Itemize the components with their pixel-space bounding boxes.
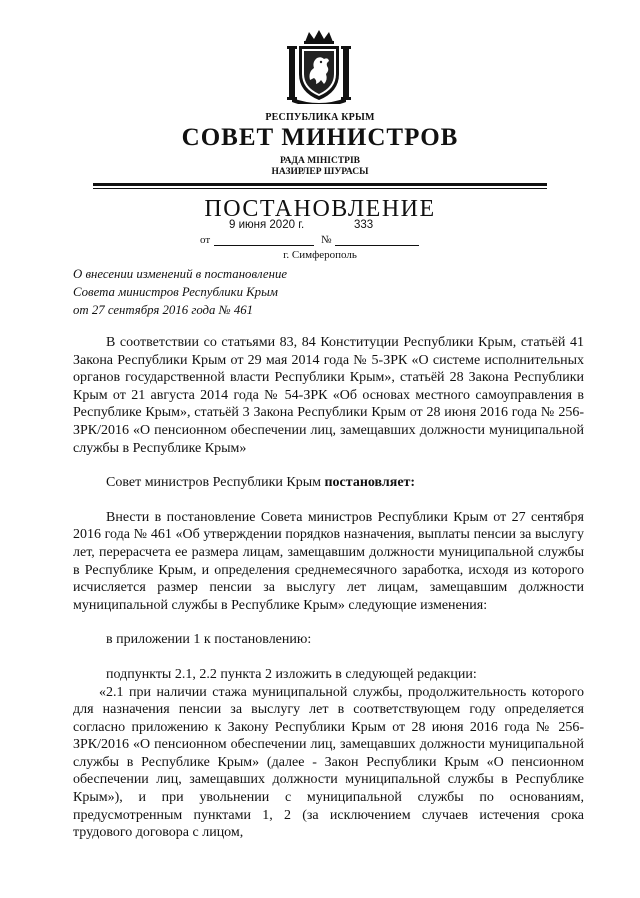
date-label: от [200,234,211,246]
subject-line: от 27 сентября 2016 года № 461 [73,303,254,317]
stamped-number: 333 [354,219,374,231]
council-title: СОВЕТ МИНИСТРОВ [181,124,459,151]
amendment-paragraph: Внести в постановление Совета министров Республики Крым от 27 сентября 2016 года № 461 «Об утверждении порядков назначения, выплаты пенсии за выслугу лет, перерасчета ее размера лицам, замещавшим должности муниципальной службы в Республике Крым, и определения среднемесячного заработка, исходя из которого исчисляется размер пенсии за выслугу лет лицам, замещавшим должности муниципальной службы в Республике Крым» следующие изменения: [73,509,584,613]
header-divider-thin [93,188,547,189]
subject-line: Совета министров Республики Крым [73,285,278,299]
date-underline [214,245,314,246]
clause-2-1-paragraph: «2.1 при наличии стажа муниципальной службы, продолжительность которого для назначения пенсии за выслугу лет в соответствующем году определяется согласно приложению к Закону Республики Крым от 28 июня 2016 года № 256-ЗРК/2016 «О пенсионном обеспечении лиц, замещавших должности муниципальной службы в Республике Крым» (далее - Закон Республики Крым «О пенсионном обеспечении лиц, замещавших должности муниципальной службы в Республике Крым»), и при увольнении с муниципальной службы по основаниям, предусмотренным пунктами 1, 2 (за исключением случаев истечения срока трудового договора с лицом, [73,684,584,841]
council-title-crimean-tatar: НАЗИРЛЕР ШУРАСЫ [271,167,369,177]
resolves-lead: Совет министров Республики Крым [106,475,325,491]
subject-line: О внесении изменений в постановление [73,267,288,281]
number-label: № [321,234,332,246]
resolves-keyword: постановляет: [324,475,416,491]
stamped-date: 9 июня 2020 г. [229,219,305,231]
number-underline [335,245,419,246]
crimea-coat-of-arms-icon [286,28,352,104]
preamble-paragraph: В соответствии со статьями 83, 84 Конституции Республики Крым, статьёй 41 Закона Республики Крым от 29 мая 2014 года № 5-ЗРК «О системе исполнительных органов государственной власти Республики Крым», статьёй 28 Закона Республики Крым от 21 августа 2014 года № 54-ЗРК «Об основах местного самоуправления в Республике Крым», статьёй 3 Закона Республики Крым от 28 июня 2016 года № 256-ЗРК/2016 «О пенсионном обеспечении лиц, замещавших должности муниципальной службы в Республике Крым» [73,335,584,456]
council-title-ukrainian: РАДА МІНІСТРІВ [279,156,360,166]
resolves-paragraph [73,474,584,492]
header-divider-thick [93,183,547,186]
resolution-body [73,334,584,842]
document-type-title: ПОСТАНОВЛЕНИЕ [204,196,436,222]
republic-title: РЕСПУБЛИКА КРЫМ [265,112,375,123]
resolution-subject [73,265,287,319]
city-label: г. Симферополь [283,249,357,261]
subclauses-paragraph: подпункты 2.1, 2.2 пункта 2 изложить в следующей редакции: [106,666,477,682]
appendix-paragraph: в приложении 1 к постановлению: [106,632,312,648]
